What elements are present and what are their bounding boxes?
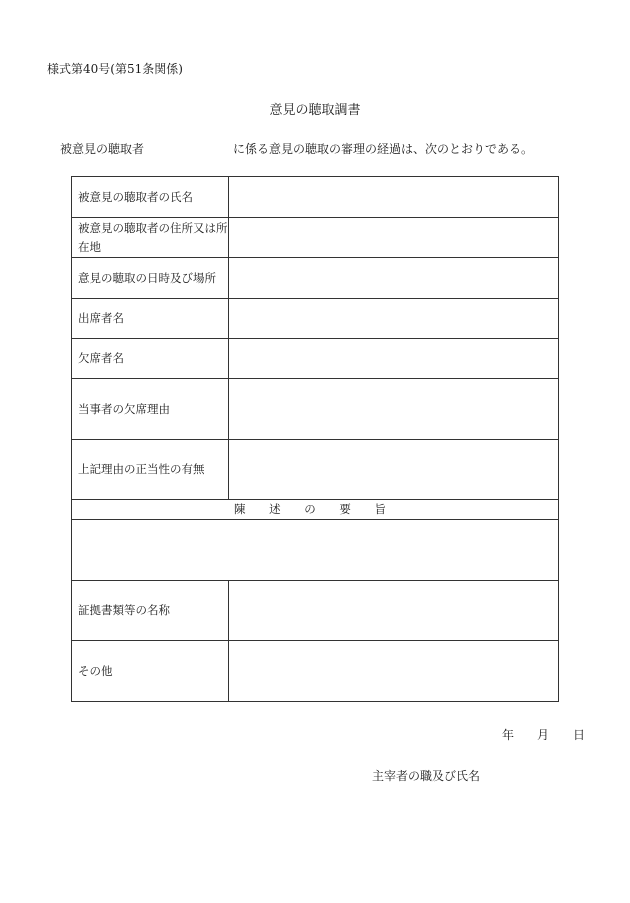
form-number: 様式第40号(第51条関係) [47,62,183,76]
row-label-absentees: 欠席者名 [72,339,229,379]
date-month-label: 月 [537,728,550,742]
table-row [72,641,559,702]
table-row [72,440,559,500]
row-label-attendees: 出席者名 [72,299,229,339]
table-row [72,218,559,258]
table-row [72,581,559,641]
row-label-reason-justification: 上記理由の正当性の有無 [72,440,229,500]
row-value-absence-reason[interactable] [229,379,559,440]
row-label-respondent-address: 被意見の聴取者の住所又は所在地 [72,218,229,258]
section-header-row [72,500,559,520]
row-value-absentees[interactable] [229,339,559,379]
date-year-label: 年 [502,728,515,742]
row-value-attendees[interactable] [229,299,559,339]
statement-summary-row [72,520,559,581]
table-row [72,299,559,339]
hearing-record-table [71,176,559,702]
row-label-respondent-name: 被意見の聴取者の氏名 [72,177,229,218]
row-value-other[interactable] [229,641,559,702]
row-value-respondent-name[interactable] [229,177,559,218]
table-row [72,258,559,299]
statement-summary-header: 陳 述 の 要 旨 [72,500,559,520]
table-row [72,339,559,379]
row-label-evidence-documents: 証拠書類等の名称 [72,581,229,641]
table-row [72,177,559,218]
intro-text: に係る意見の聴取の審理の経過は、次のとおりである。 [233,142,534,156]
document-title: 意見の聴取調書 [269,103,361,118]
row-value-respondent-address[interactable] [229,218,559,258]
row-value-reason-justification[interactable] [229,440,559,500]
row-value-evidence-documents[interactable] [229,581,559,641]
table-row [72,379,559,440]
statement-summary-area[interactable] [72,520,559,581]
row-value-hearing-datetime-place[interactable] [229,258,559,299]
row-label-other: その他 [72,641,229,702]
intro-subject-label: 被意見の聴取者 [60,142,145,156]
signatory-label: 主宰者の職及び氏名 [372,769,481,783]
row-label-hearing-datetime-place: 意見の聴取の日時及び場所 [72,258,229,299]
date-day-label: 日 [573,728,586,742]
row-label-absence-reason: 当事者の欠席理由 [72,379,229,440]
